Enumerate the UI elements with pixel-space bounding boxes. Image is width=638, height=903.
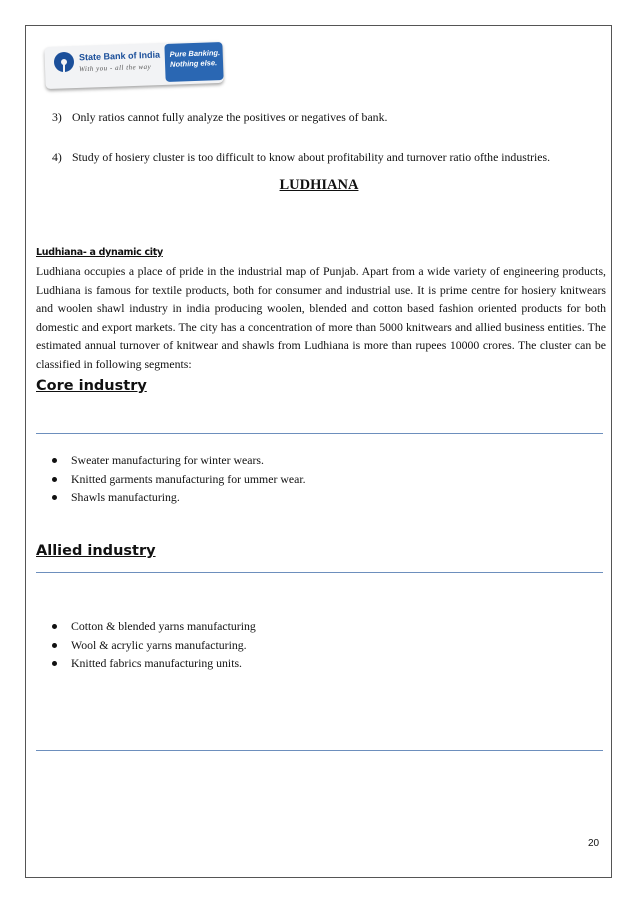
list-item: Shawls manufacturing.: [52, 488, 306, 507]
allied-industry-list: [52, 617, 256, 673]
slogan-line-2: Nothing else.: [169, 58, 218, 69]
list-item: Wool & acrylic yarns manufacturing.: [52, 636, 256, 655]
section-divider: [36, 750, 603, 751]
intro-paragraph: Ludhiana occupies a place of pride in the industrial map of Punjab. Apart from a wide variety of engineering products, Ludhiana is famous for textile products, both for consumer and industrial use. It is prime centre for hosiery knitwears and woolen shawl industry in india producing woolen, blended and cotton based fashion oriented products for both domestic and export markets. The city has a concentration of more than 5000 knitwears and allied business entities. The estimated annual turnover of knitwear and shawls from Ludhiana is more than rupees 10000 crores. The cluster can be classified in following segments:: [36, 264, 606, 371]
slogan-line-1: Pure Banking.: [169, 48, 221, 59]
sbi-logo: [45, 40, 223, 90]
page-number: 20: [588, 838, 600, 849]
list-item: Knitted garments manufacturing for ummer wear.: [52, 470, 306, 489]
intro-subheading: Ludhiana- a dynamic city: [36, 247, 163, 258]
list-item: Sweater manufacturing for winter wears.: [52, 451, 306, 470]
item-number: 4): [52, 150, 62, 164]
list-item: Cotton & blended yarns manufacturing: [52, 617, 256, 636]
item-text: Study of hosiery cluster is too difficult to know about profitability and turnover ratio ofthe industries.: [71, 150, 551, 164]
numbered-item-4: [52, 150, 550, 165]
logo-slogan: [164, 42, 223, 82]
item-text: Only ratios cannot fully analyze the positives or negatives of bank.: [71, 110, 388, 124]
section-divider: [36, 433, 603, 434]
logo-bank-name: State Bank of India: [78, 49, 161, 63]
page-title: LUDHIANA: [279, 177, 359, 193]
logo-tagline: With you - all the way: [78, 62, 152, 74]
numbered-item-3: [52, 110, 387, 125]
allied-industry-heading: Allied industry: [36, 543, 156, 559]
core-industry-heading: Core industry: [36, 378, 147, 394]
list-item: Knitted fabrics manufacturing units.: [52, 654, 256, 673]
item-number: 3): [52, 110, 62, 124]
section-divider: [36, 572, 603, 573]
sbi-emblem-icon: [54, 52, 74, 72]
core-industry-list: [52, 451, 306, 507]
